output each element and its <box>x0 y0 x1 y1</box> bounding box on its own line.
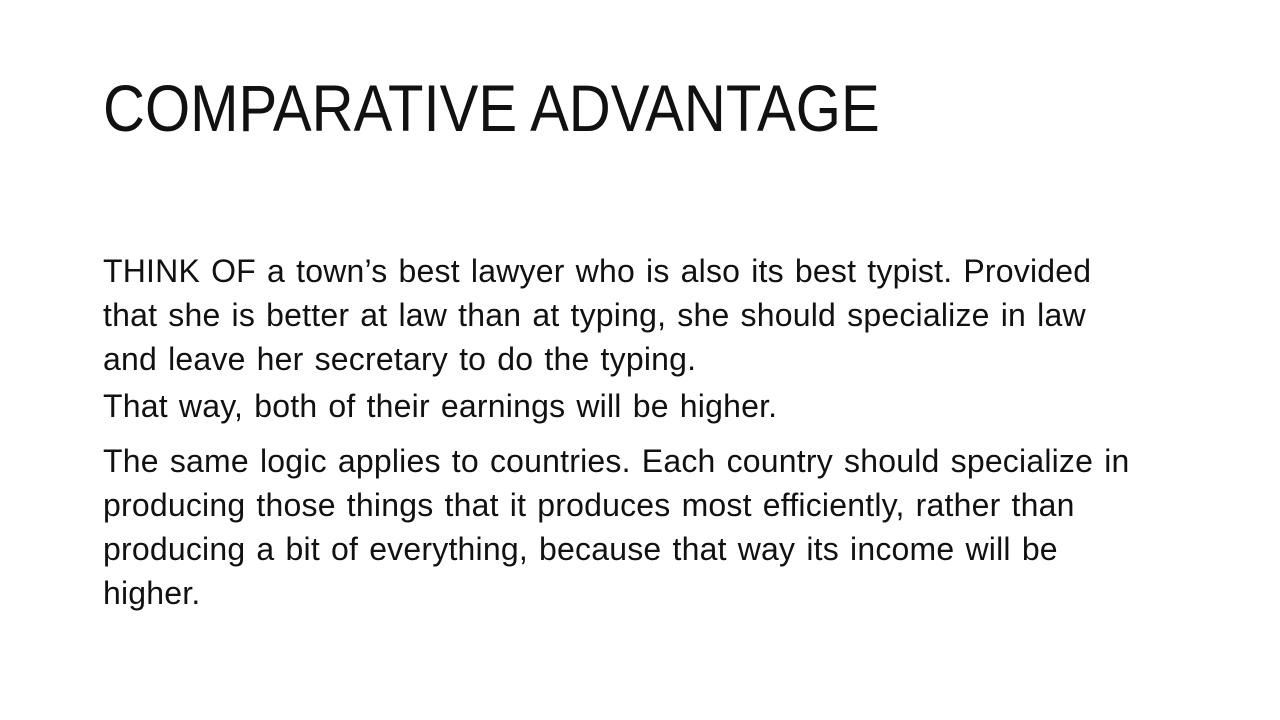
text-line: That way, both of their earnings will be higher. <box>103 388 778 424</box>
text-line: producing a bit of everything, because that way its income will be <box>103 531 1058 567</box>
slide-title: COMPARATIVE ADVANTAGE <box>103 71 880 145</box>
text-line: that she is better at law than at typing, she should specialize in law <box>103 297 1086 333</box>
text-line: The same logic applies to countries. Each country should specialize in <box>103 443 1130 479</box>
paragraph-earnings <box>103 384 777 428</box>
text-line: THINK OF a town’s best lawyer who is also its best typist. Provided <box>103 253 1092 289</box>
text-line: and leave her secretary to do the typing. <box>103 341 697 377</box>
text-line: producing those things that it produces most efficiently, rather than <box>103 487 1075 523</box>
text-line: higher. <box>103 575 201 611</box>
paragraph-lawyer-example <box>103 249 1091 381</box>
paragraph-countries <box>103 439 1130 615</box>
